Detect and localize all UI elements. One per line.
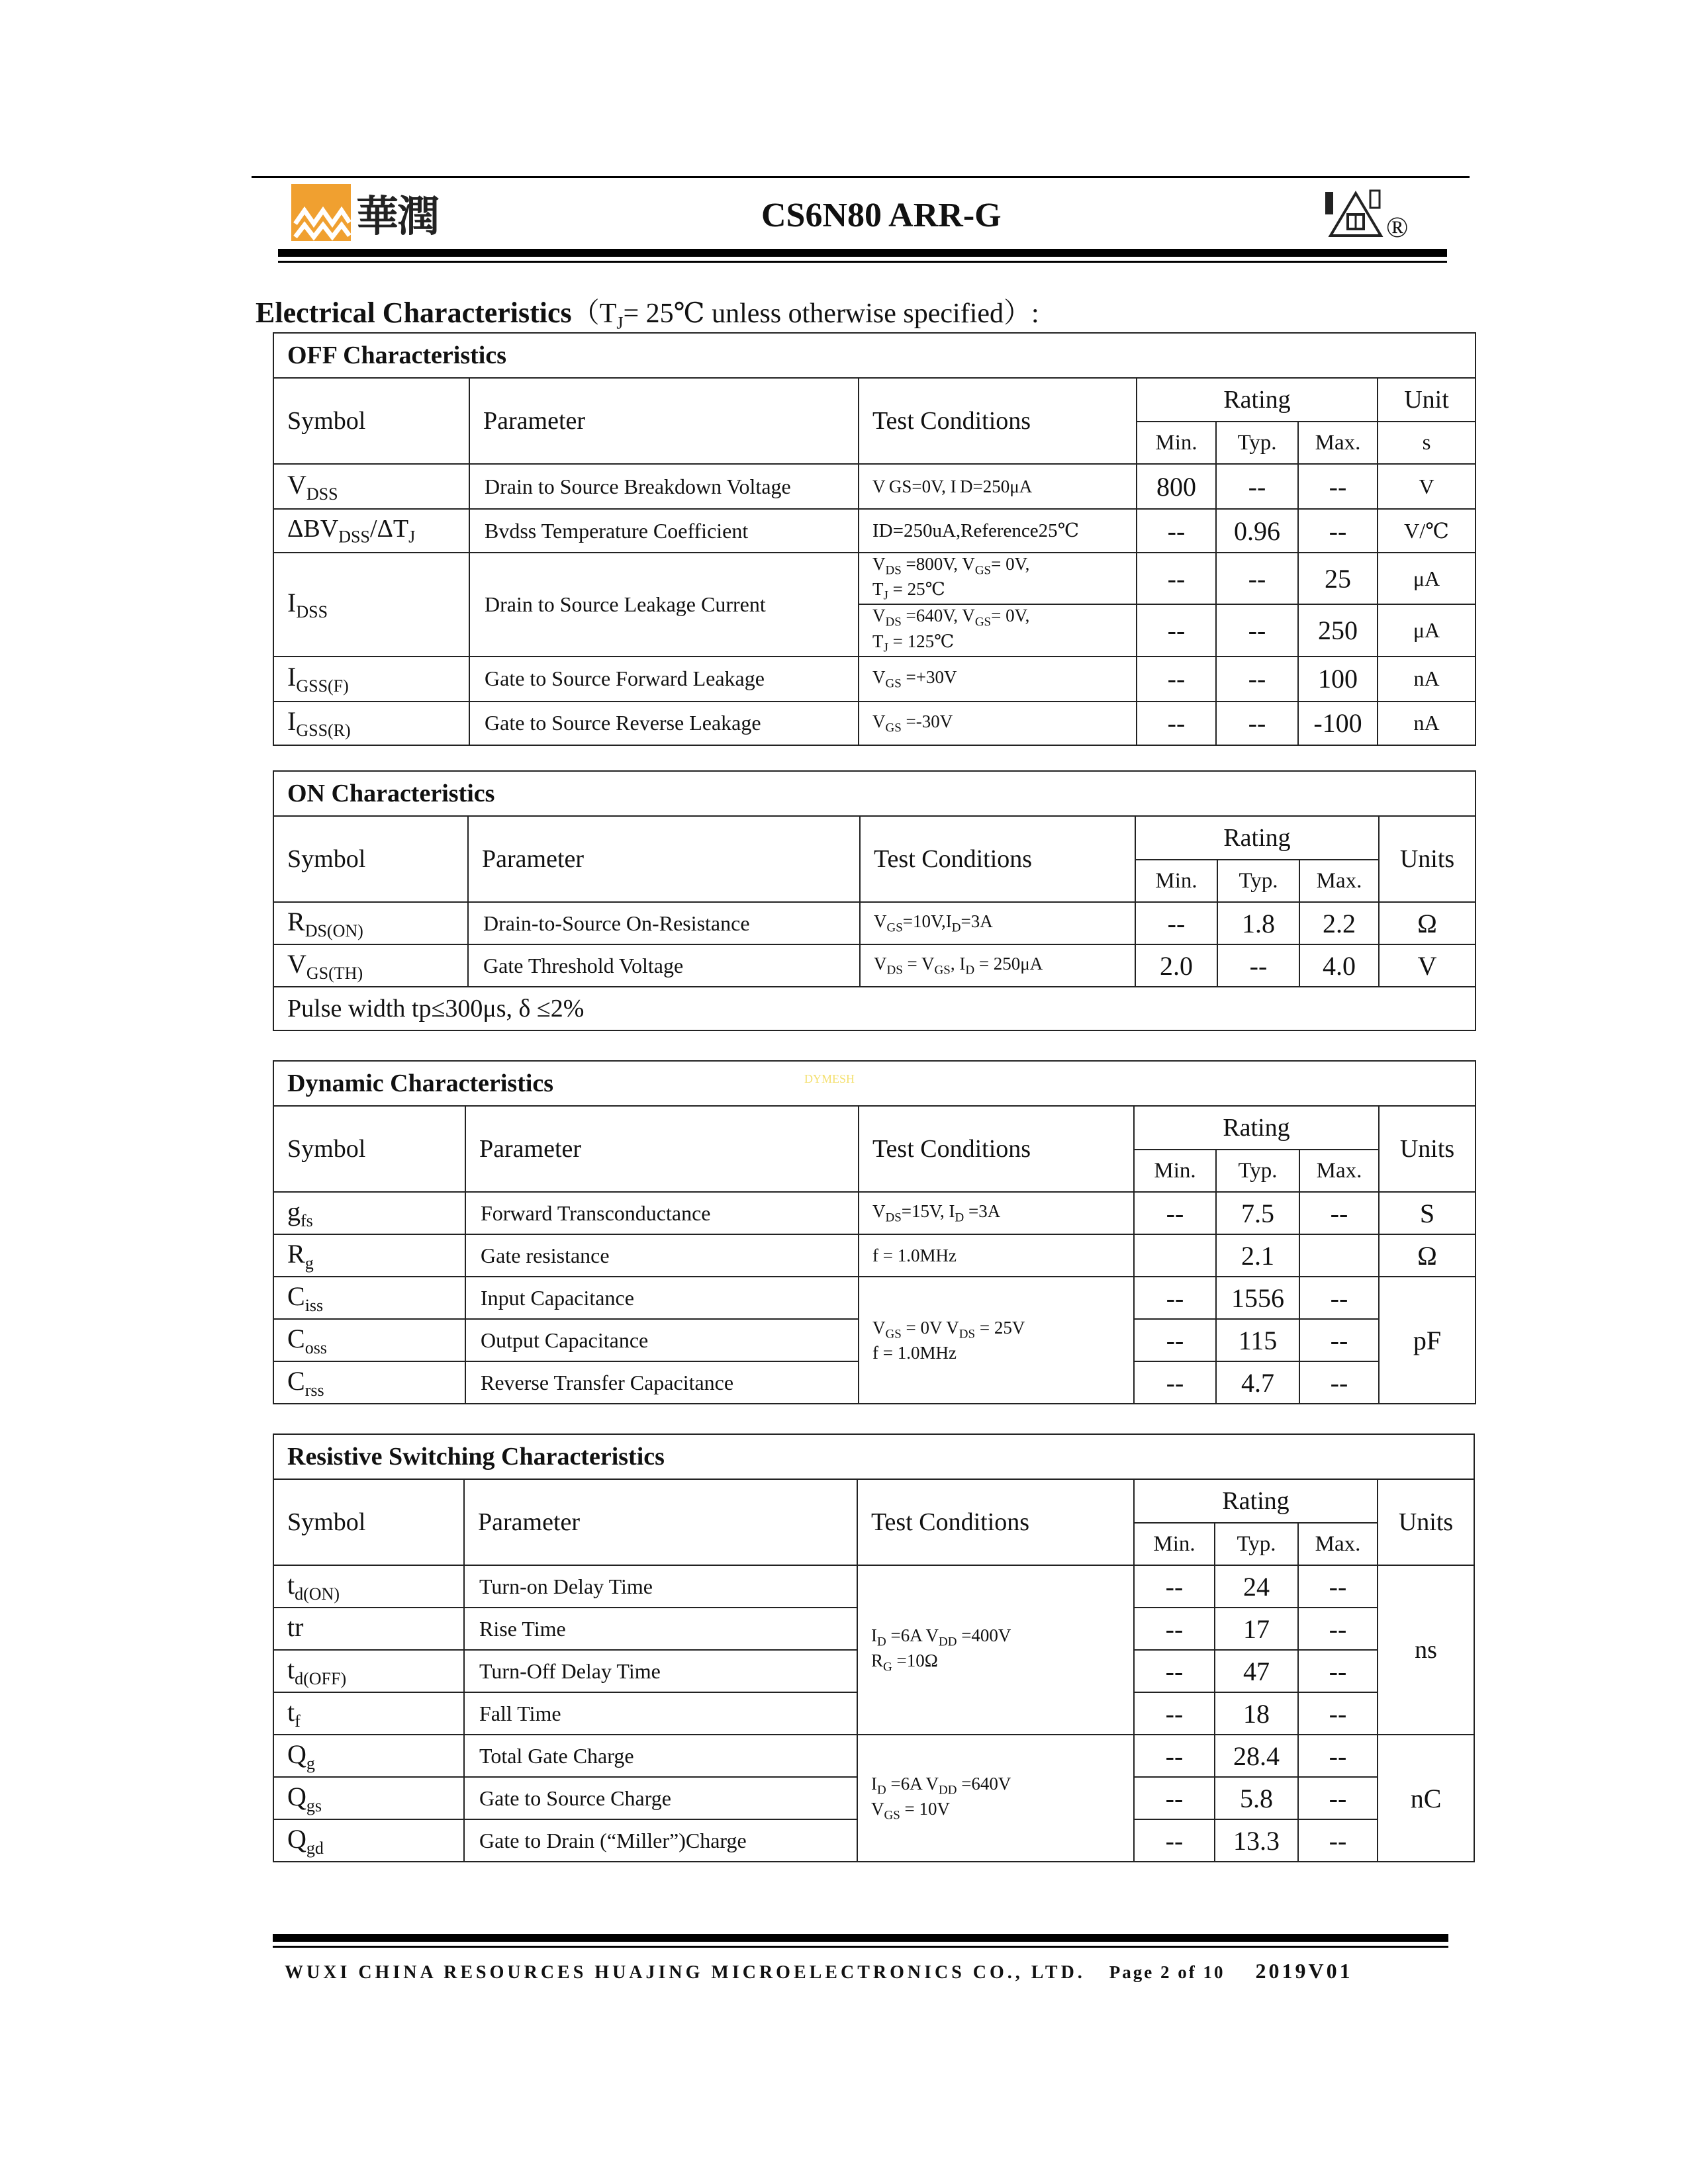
typ-cell: 1.8 <box>1217 902 1299 944</box>
gate-charge-condition-cell: $I_D =6A$ $V_{DD} =640V$ $V_{GS} = 10V$ <box>857 1735 1134 1862</box>
dynamic-header-parameter: Parameter <box>465 1106 859 1192</box>
min-cell <box>1134 1234 1216 1277</box>
footer-thin-rule <box>273 1946 1448 1948</box>
unit-cell: V <box>1379 944 1476 987</box>
unit-cell: μA <box>1378 553 1476 604</box>
table-row <box>273 702 1476 745</box>
unit-cell: Ω <box>1379 1234 1476 1277</box>
parameter-cell: Fall Time <box>464 1692 857 1735</box>
page-footer <box>285 1959 1353 1983</box>
typ-cell: 28.4 <box>1215 1735 1298 1777</box>
parameter-cell: Forward Transconductance <box>465 1192 859 1234</box>
condition-cell: $V_{DS} =640V$, $V_{GS}= 0V$, $T_J$ = 125℃ <box>859 604 1137 656</box>
parameter-cell: Reverse Transfer Capacitance <box>465 1361 859 1404</box>
table-row <box>273 1735 1474 1777</box>
condition-cell: $V_{DS} = V_{GS}$, $I_D = 250\mu A$ <box>860 944 1135 987</box>
typ-cell: 17 <box>1215 1608 1298 1650</box>
dynamic-header-rating: Rating <box>1134 1106 1379 1150</box>
symbol-cell: $V_{GS(TH)}$ <box>273 944 468 987</box>
condition-cell: $V_{DS} =800V$, $V_{GS}= 0V$, $T_J$ = 25℃ <box>859 553 1137 604</box>
symbol-cell: $I_{DSS}$ <box>273 553 469 657</box>
symbol-cell: $g_{fs}$ <box>273 1192 465 1234</box>
max-cell: -- <box>1298 1608 1378 1650</box>
typ-cell: 7.5 <box>1216 1192 1299 1234</box>
unit-cell: Ω <box>1379 902 1476 944</box>
max-cell: -- <box>1298 1819 1378 1862</box>
typ-cell: -- <box>1216 464 1298 509</box>
header-thin-rule <box>278 261 1447 263</box>
heading-condition-sub: J <box>616 313 624 333</box>
typ-cell: 1556 <box>1216 1277 1299 1319</box>
symbol-cell: $\Delta BV_{DSS}/\Delta T_J$ <box>273 509 469 553</box>
off-header-rating: Rating <box>1137 378 1378 422</box>
typ-cell: 115 <box>1216 1319 1299 1361</box>
max-cell: -- <box>1298 1565 1378 1608</box>
max-cell: 2.2 <box>1299 902 1379 944</box>
table-row <box>273 509 1476 553</box>
charge-unit-cell: nC <box>1378 1735 1474 1862</box>
symbol-cell: $t_{d(OFF)}$ <box>273 1650 464 1692</box>
table-row <box>273 1277 1476 1319</box>
switching-header-units: Units <box>1378 1479 1474 1565</box>
dynamic-header-min: Min. <box>1134 1150 1216 1192</box>
pulse-width-note: Pulse width tp≤300μs, δ ≤2% <box>273 987 1476 1030</box>
off-characteristics-table <box>273 332 1476 746</box>
parameter-cell: Gate resistance <box>465 1234 859 1277</box>
typ-cell: 13.3 <box>1215 1819 1298 1862</box>
max-cell: -- <box>1298 1650 1378 1692</box>
switching-header-test-conditions: Test Conditions <box>857 1479 1134 1565</box>
unit-cell: V/℃ <box>1378 509 1476 553</box>
parameter-cell: Gate Threshold Voltage <box>468 944 860 987</box>
unit-cell: S <box>1379 1192 1476 1234</box>
on-header-min: Min. <box>1135 860 1217 902</box>
table-row <box>273 902 1476 944</box>
company-logo-mark <box>291 184 351 241</box>
document-title: CS6N80 ARR-G <box>761 197 1002 234</box>
symbol-cell: tr <box>273 1608 464 1650</box>
max-cell <box>1299 1234 1379 1277</box>
min-cell: 2.0 <box>1135 944 1217 987</box>
parameter-cell: Gate to Source Charge <box>464 1777 857 1819</box>
header-top-rule <box>252 176 1470 178</box>
parameter-cell: Drain to Source Leakage Current <box>469 553 859 657</box>
parameter-cell: Turn-on Delay Time <box>464 1565 857 1608</box>
condition-cell: $V_{GS} =-30V$ <box>859 702 1137 745</box>
header-thick-rule <box>278 249 1447 257</box>
condition-cell: $V_{DS}=15V$, $I_D =3A$ <box>859 1192 1134 1234</box>
parameter-cell: Gate to Source Forward Leakage <box>469 657 859 702</box>
symbol-cell: $C_{rss}$ <box>273 1361 465 1404</box>
parameter-cell: Rise Time <box>464 1608 857 1650</box>
table-row <box>273 657 1476 702</box>
dynamic-characteristics-table <box>273 1060 1476 1404</box>
parameter-cell: Drain to Source Breakdown Voltage <box>469 464 859 509</box>
off-header-test-conditions: Test Conditions <box>859 378 1137 464</box>
switching-header-symbol: Symbol <box>273 1479 464 1565</box>
parameter-cell: Drain-to-Source On-Resistance <box>468 902 860 944</box>
typ-cell: 47 <box>1215 1650 1298 1692</box>
condition-cell: f = 1.0MHz <box>859 1234 1134 1277</box>
min-cell: -- <box>1134 1650 1215 1692</box>
typ-cell: -- <box>1216 657 1298 702</box>
typ-cell: -- <box>1216 702 1298 745</box>
symbol-cell: $t_f$ <box>273 1692 464 1735</box>
switching-header-max: Max. <box>1298 1523 1378 1565</box>
dynamic-header-max: Max. <box>1299 1150 1379 1192</box>
heading-title: Electrical Characteristics <box>256 296 572 329</box>
symbol-cell: $t_{d(ON)}$ <box>273 1565 464 1608</box>
switching-header-rating: Rating <box>1134 1479 1378 1523</box>
typ-cell: 24 <box>1215 1565 1298 1608</box>
heading-condition-prefix: （T <box>571 298 617 329</box>
unit-cell: V <box>1378 464 1476 509</box>
off-caption: OFF Characteristics <box>273 333 1476 378</box>
off-header-max: Max. <box>1298 422 1378 464</box>
min-cell: -- <box>1137 657 1216 702</box>
dynamic-header-test-conditions: Test Conditions <box>859 1106 1134 1192</box>
typ-cell: -- <box>1217 944 1299 987</box>
dynamic-header-typ: Typ. <box>1216 1150 1299 1192</box>
on-header-test-conditions: Test Conditions <box>860 816 1135 902</box>
max-cell: -100 <box>1298 702 1378 745</box>
min-cell: -- <box>1135 902 1217 944</box>
typ-cell: -- <box>1216 553 1298 604</box>
min-cell: -- <box>1137 553 1216 604</box>
capacitance-condition-cell: $V_{GS} = 0V$ $V_{DS} = 25V$ f = 1.0MHz <box>859 1277 1134 1404</box>
on-caption: ON Characteristics <box>273 771 1476 816</box>
condition-cell: ID=250uA,Reference25℃ <box>859 509 1137 553</box>
min-cell: -- <box>1134 1819 1215 1862</box>
unit-cell: nA <box>1378 702 1476 745</box>
condition-cell: V GS=0V, I D=250μA <box>859 464 1137 509</box>
electrical-characteristics-heading <box>256 291 1039 333</box>
min-cell: 800 <box>1137 464 1216 509</box>
switching-caption: Resistive Switching Characteristics <box>273 1434 1474 1479</box>
max-cell: 100 <box>1298 657 1378 702</box>
switching-characteristics-table <box>273 1433 1475 1862</box>
off-header-typ: Typ. <box>1216 422 1298 464</box>
off-header-parameter: Parameter <box>469 378 859 464</box>
footer-page-number: Page 2 of 10 <box>1109 1962 1225 1982</box>
typ-cell: 5.8 <box>1215 1777 1298 1819</box>
parameter-cell: Gate to Source Reverse Leakage <box>469 702 859 745</box>
on-header-units: Units <box>1379 816 1476 902</box>
min-cell: -- <box>1134 1319 1216 1361</box>
dynamic-caption: Dynamic Characteristics <box>273 1061 1476 1106</box>
symbol-cell: $R_{DS(ON)}$ <box>273 902 468 944</box>
on-characteristics-table <box>273 770 1476 1031</box>
typ-cell: 0.96 <box>1216 509 1298 553</box>
min-cell: -- <box>1134 1361 1216 1404</box>
on-header-typ: Typ. <box>1217 860 1299 902</box>
heading-condition-suffix: = 25℃ unless otherwise specified）: <box>623 298 1039 329</box>
typ-cell: 4.7 <box>1216 1361 1299 1404</box>
dynamic-header-symbol: Symbol <box>273 1106 465 1192</box>
symbol-cell: $R_g$ <box>273 1234 465 1277</box>
table-row <box>273 1192 1476 1234</box>
parameter-cell: Turn-Off Delay Time <box>464 1650 857 1692</box>
symbol-cell: $I_{GSS(F)}$ <box>273 657 469 702</box>
on-header-symbol: Symbol <box>273 816 468 902</box>
min-cell: -- <box>1134 1777 1215 1819</box>
footer-thick-rule <box>273 1934 1448 1942</box>
off-header-unit-line2: s <box>1378 422 1476 464</box>
typ-cell: 18 <box>1215 1692 1298 1735</box>
on-header-parameter: Parameter <box>468 816 860 902</box>
typ-cell: 2.1 <box>1216 1234 1299 1277</box>
footer-version: 2019V01 <box>1255 1959 1353 1983</box>
max-cell: -- <box>1299 1277 1379 1319</box>
min-cell: -- <box>1134 1735 1215 1777</box>
capacitance-unit-cell: pF <box>1379 1277 1476 1404</box>
max-cell: 4.0 <box>1299 944 1379 987</box>
min-cell: -- <box>1134 1192 1216 1234</box>
time-unit-cell: ns <box>1378 1565 1474 1735</box>
table-row <box>273 553 1476 604</box>
logo-chevron-icon <box>291 184 351 241</box>
switching-header-typ: Typ. <box>1215 1523 1298 1565</box>
max-cell: -- <box>1298 1735 1378 1777</box>
min-cell: -- <box>1137 604 1216 656</box>
min-cell: -- <box>1134 1565 1215 1608</box>
condition-cell: $V_{GS} =+30V$ <box>859 657 1137 702</box>
max-cell: -- <box>1299 1361 1379 1404</box>
max-cell: -- <box>1299 1192 1379 1234</box>
unit-cell: nA <box>1378 657 1476 702</box>
parameter-cell: Output Capacitance <box>465 1319 859 1361</box>
max-cell: 250 <box>1298 604 1378 656</box>
symbol-cell: $C_{iss}$ <box>273 1277 465 1319</box>
parameter-cell: Gate to Drain (“Miller”)Charge <box>464 1819 857 1862</box>
min-cell: -- <box>1137 509 1216 553</box>
max-cell: -- <box>1299 1319 1379 1361</box>
max-cell: -- <box>1298 1692 1378 1735</box>
switching-header-parameter: Parameter <box>464 1479 857 1565</box>
footer-company: WUXI CHINA RESOURCES HUAJING MICROELECTRONICS CO., LTD. <box>285 1962 1086 1983</box>
table-row <box>273 1565 1474 1608</box>
parameter-cell: Total Gate Charge <box>464 1735 857 1777</box>
off-header-min: Min. <box>1137 422 1216 464</box>
table-row <box>273 1234 1476 1277</box>
min-cell: -- <box>1134 1277 1216 1319</box>
min-cell: -- <box>1134 1608 1215 1650</box>
parameter-cell: Input Capacitance <box>465 1277 859 1319</box>
switching-header-min: Min. <box>1134 1523 1215 1565</box>
off-header-unit-line1: Unit <box>1378 378 1476 422</box>
off-header-symbol: Symbol <box>273 378 469 464</box>
parameter-cell: Bvdss Temperature Coefficient <box>469 509 859 553</box>
max-cell: -- <box>1298 1777 1378 1819</box>
max-cell: -- <box>1298 509 1378 553</box>
min-cell: -- <box>1137 702 1216 745</box>
brand-seal-icon <box>1323 188 1386 241</box>
min-cell: -- <box>1134 1692 1215 1735</box>
symbol-cell: $Q_{gs}$ <box>273 1777 464 1819</box>
table-row <box>273 464 1476 509</box>
symbol-cell: $V_{DSS}$ <box>273 464 469 509</box>
symbol-cell: $Q_{gd}$ <box>273 1819 464 1862</box>
unit-cell: μA <box>1378 604 1476 656</box>
dynamic-header-units: Units <box>1379 1106 1476 1192</box>
condition-cell: $V_{GS}=10V,I_D=3A$ <box>860 902 1135 944</box>
watermark-text: DYMESH <box>804 1072 855 1085</box>
max-cell: 25 <box>1298 553 1378 604</box>
typ-cell: -- <box>1216 604 1298 656</box>
company-logo-text: 華潤 <box>356 193 438 240</box>
max-cell: -- <box>1298 464 1378 509</box>
registered-mark: ® <box>1386 211 1409 244</box>
on-header-max: Max. <box>1299 860 1379 902</box>
on-header-rating: Rating <box>1135 816 1379 860</box>
table-row <box>273 944 1476 987</box>
symbol-cell: $I_{GSS(R)}$ <box>273 702 469 745</box>
symbol-cell: $C_{oss}$ <box>273 1319 465 1361</box>
switching-time-condition-cell: $I_D =6A$ $V_{DD} =400V$ $R_G =10\Omega$ <box>857 1565 1134 1735</box>
symbol-cell: $Q_g$ <box>273 1735 464 1777</box>
